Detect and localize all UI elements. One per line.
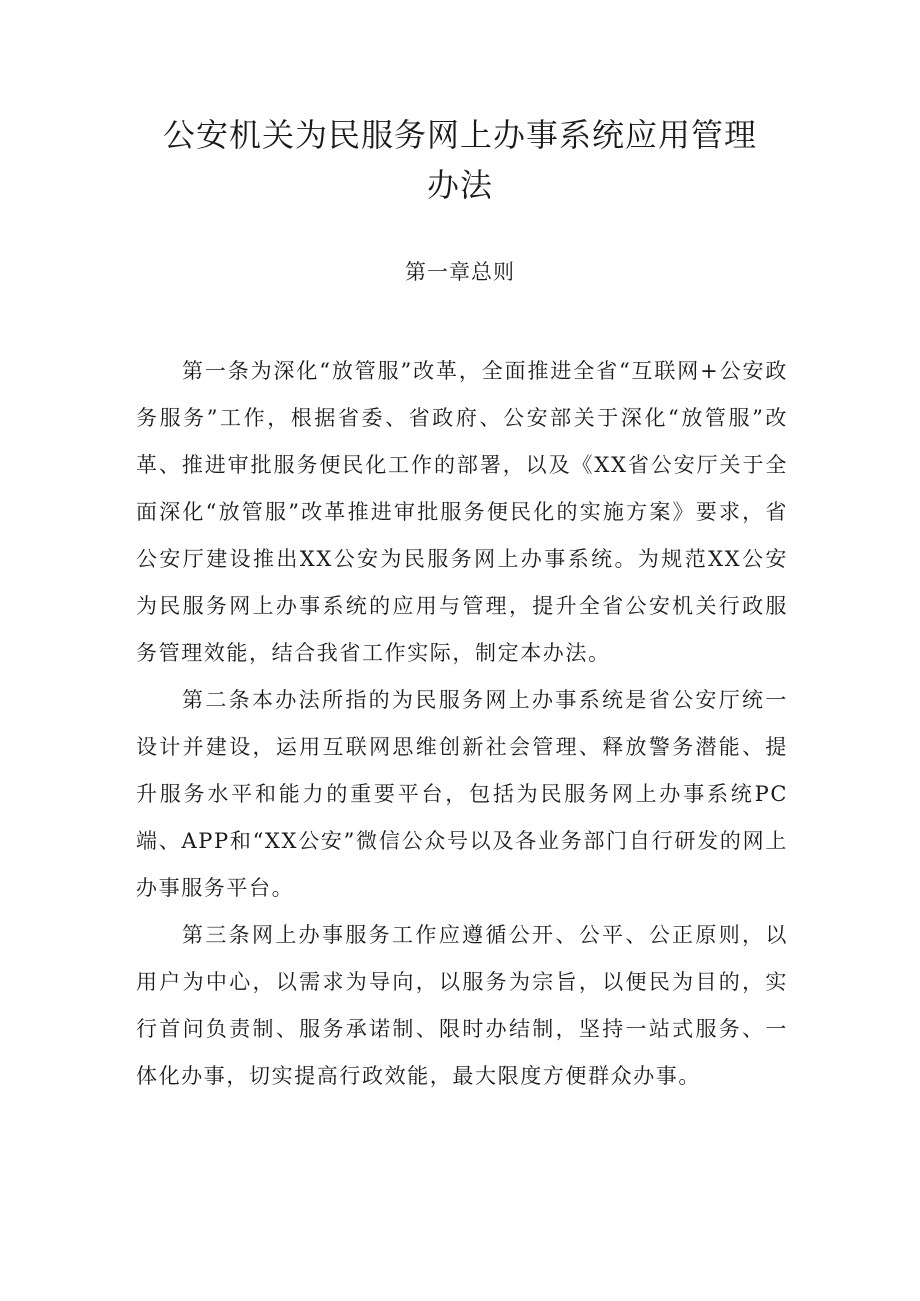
article-1-paragraph: 第一条为深化“放管服”改革，全面推进全省“互联网+公安政务服务”工作，根据省委、省政府、公安部关于深化“放管服”改革、推进审批服务便民化工作的部署，以及《XX省公安厅关于全面深化“放管服”改革推进审批服务便民化的实施方案》要求，省公安厅建设推出XX公安为民服务网上办事系统。为规范XX公安为民服务网上办事系统的应用与管理，提升全省公安机关行政服务管理效能，结合我省工作实际，制定本办法。 <box>136 359 788 665</box>
document-title-line-2: 办法 <box>426 166 493 204</box>
chapter-heading: 第一章总则 <box>405 260 515 284</box>
article-2-paragraph: 第二条本办法所指的为民服务网上办事系统是省公安厅统一设计并建设，运用互联网思维创新社会管理、释放警务潜能、提升服务水平和能力的重要平台，包括为民服务网上办事系统PC端、APP和“XX公安”微信公众号以及各业务部门自行研发的网上办事服务平台。 <box>136 688 788 900</box>
document-body <box>136 348 788 1100</box>
document-title <box>110 110 810 210</box>
document-title-line-1: 公安机关为民服务网上办事系统应用管理 <box>162 116 757 154</box>
article-3-paragraph: 第三条网上办事服务工作应遵循公开、公平、公正原则，以用户为中心，以需求为导向，以服务为宗旨，以便民为目的，实行首问负责制、服务承诺制、限时办结制，坚持一站式服务、一体化办事，切实提高行政效能，最大限度方便群众办事。 <box>136 923 788 1088</box>
